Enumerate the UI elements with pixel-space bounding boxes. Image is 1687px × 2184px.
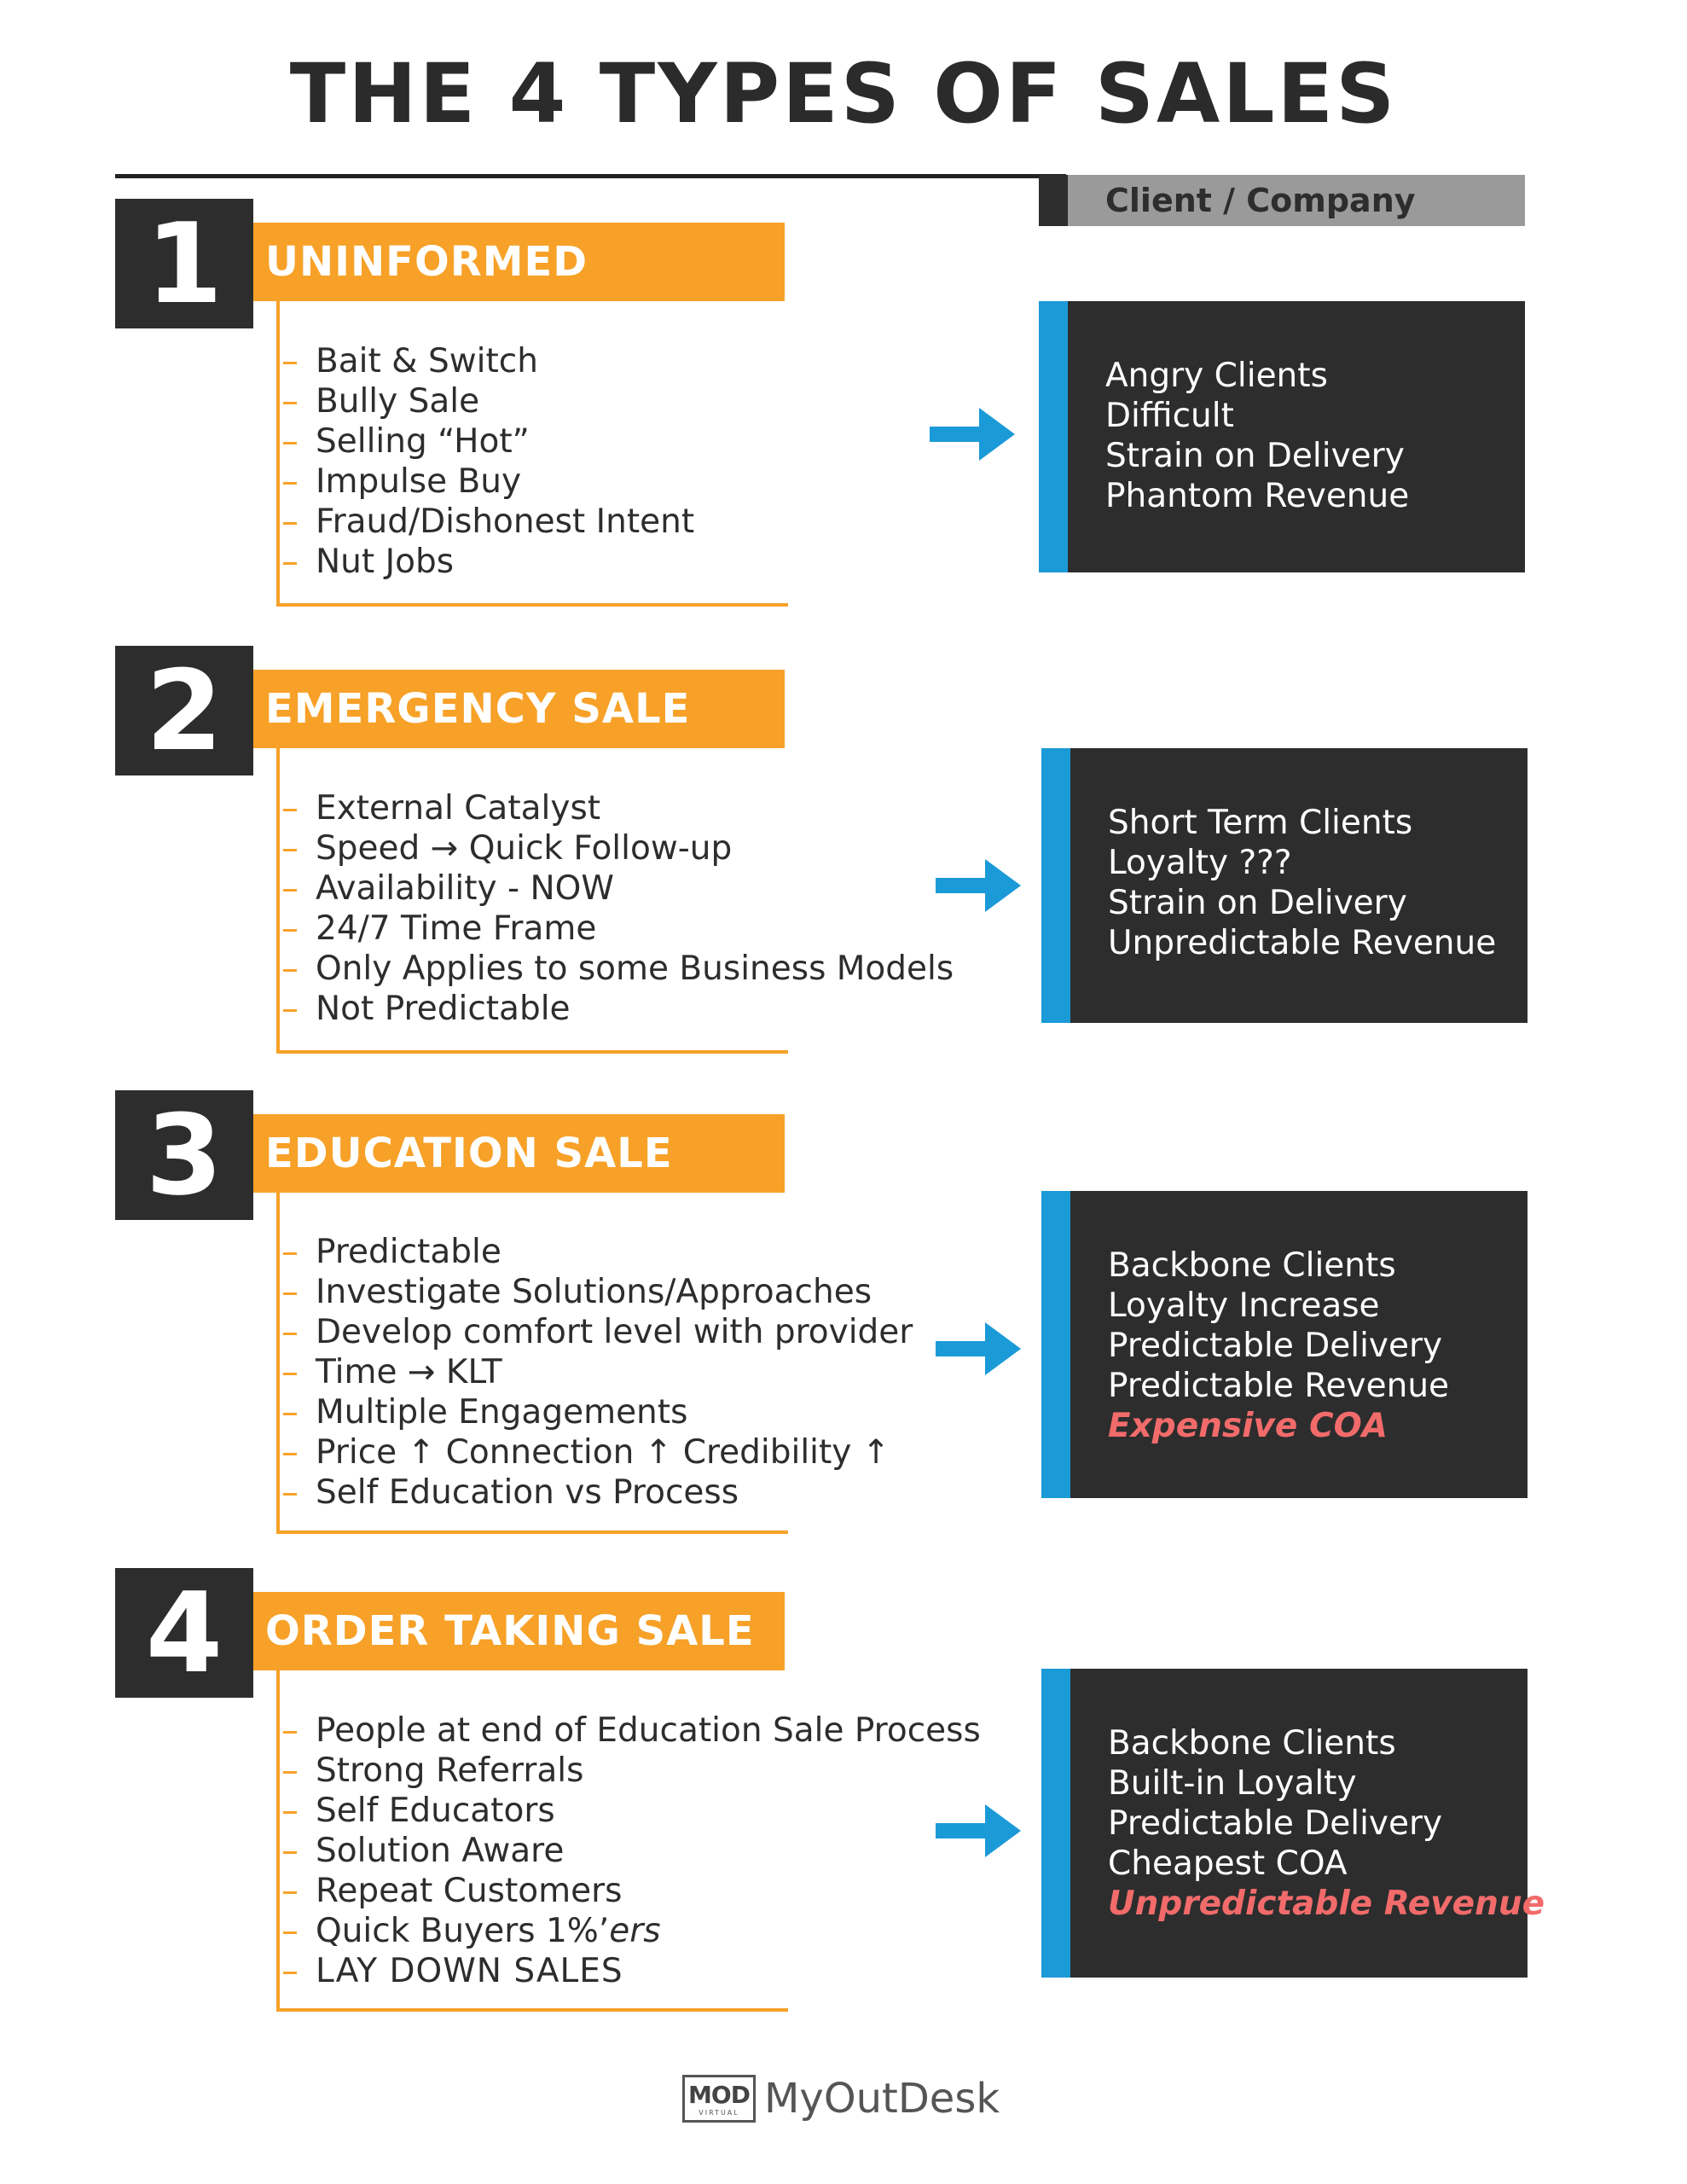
quick-buyers-suffix: ers <box>609 1912 661 1950</box>
section-label-band <box>253 223 785 301</box>
logo-name: MyOutDesk <box>764 2075 1000 2123</box>
outcome-list <box>1105 356 1409 516</box>
list-item: Strong Referrals <box>280 1751 981 1791</box>
list-item: Repeat Customers <box>280 1871 981 1911</box>
outcome-box <box>1039 301 1525 572</box>
arrow-right-icon <box>936 859 1021 912</box>
list-item: Impulse Buy <box>280 462 694 502</box>
list-item: Multiple Engagements <box>280 1392 913 1432</box>
outcome-warning: Unpredictable Revenue <box>1108 1885 1545 1923</box>
section-number: 2 <box>115 646 253 775</box>
list-item: Selling “Hot” <box>280 421 694 462</box>
list-item: External Catalyst <box>280 788 954 828</box>
list-item: Solution Aware <box>280 1831 981 1871</box>
outcome-item: Strain on Delivery <box>1108 884 1407 922</box>
title-divider <box>115 174 1066 178</box>
outcome-item: Difficult <box>1105 397 1234 435</box>
list-item: Bully Sale <box>280 381 694 421</box>
section-number: 3 <box>115 1090 253 1220</box>
outcome-box <box>1041 1669 1545 1978</box>
list-item: Self Education vs Process <box>280 1472 913 1513</box>
list-item: Time → KLT <box>280 1352 913 1392</box>
outcome-stripe <box>1041 1191 1070 1498</box>
outcome-item: Built-in Loyalty <box>1108 1764 1357 1803</box>
outcome-warning: Expensive COA <box>1108 1407 1388 1445</box>
list-item: LAY DOWN SALES <box>280 1951 981 1991</box>
arrow-right-icon <box>936 1804 1021 1857</box>
section-label: EDUCATION SALE <box>265 1130 673 1177</box>
client-company-label: Client / Company <box>1105 182 1416 219</box>
outcome-item: Predictable Delivery <box>1108 1327 1443 1365</box>
list-item: Predictable <box>280 1232 913 1272</box>
sales-traits-list <box>280 341 694 582</box>
section-label-band <box>253 670 785 748</box>
list-item: Develop comfort level with provider <box>280 1312 913 1352</box>
list-item: Nut Jobs <box>280 542 694 582</box>
sales-traits-list <box>280 1711 981 1991</box>
outcome-item: Phantom Revenue <box>1105 477 1410 515</box>
section-number: 1 <box>115 199 253 328</box>
outcome-box <box>1041 1191 1528 1498</box>
section-label: ORDER TAKING SALE <box>265 1607 755 1655</box>
list-item: People at end of Education Sale Process <box>280 1711 981 1751</box>
outcome-item: Loyalty Increase <box>1108 1287 1380 1325</box>
outcome-item: Short Term Clients <box>1108 804 1413 842</box>
list-item: 24/7 Time Frame <box>280 909 954 949</box>
outcome-stripe <box>1041 1669 1070 1978</box>
outcome-item: Angry Clients <box>1105 357 1328 395</box>
list-item: Self Educators <box>280 1791 981 1831</box>
outcome-stripe <box>1041 748 1070 1023</box>
list-item: Availability - NOW <box>280 868 954 909</box>
page-title: THE 4 TYPES OF SALES <box>289 46 1398 142</box>
outcome-item: Predictable Revenue <box>1108 1367 1450 1405</box>
logo-mark-subtext: VIRTUAL <box>699 2109 739 2117</box>
list-item: Fraud/Dishonest Intent <box>280 502 694 542</box>
logo-mark-text: MOD <box>688 2081 750 2109</box>
outcome-item: Backbone Clients <box>1108 1724 1396 1763</box>
outcome-item: Loyalty ??? <box>1108 844 1292 882</box>
list-item: Not Predictable <box>280 989 954 1029</box>
list-item: Only Applies to some Business Models <box>280 949 954 989</box>
sales-traits-list <box>280 1232 913 1513</box>
outcome-item: Predictable Delivery <box>1108 1804 1443 1843</box>
sales-traits-list <box>280 788 954 1029</box>
section-label: UNINFORMED <box>265 238 588 286</box>
section-label-band <box>253 1114 785 1193</box>
list-item: Investigate Solutions/Approaches <box>280 1272 913 1312</box>
section-number: 4 <box>115 1568 253 1698</box>
list-item: Speed → Quick Follow-up <box>280 828 954 868</box>
client-company-header <box>1039 175 1525 226</box>
outcome-list <box>1108 803 1496 963</box>
outcome-list <box>1108 1246 1449 1446</box>
arrow-right-icon <box>930 408 1015 461</box>
section-label: EMERGENCY SALE <box>265 685 691 733</box>
list-item: Price ↑ Connection ↑ Credibility ↑ <box>280 1432 913 1472</box>
section-label-band <box>253 1592 785 1670</box>
outcome-box <box>1041 748 1528 1023</box>
list-item <box>280 1911 981 1951</box>
header-accent <box>1039 175 1068 226</box>
quick-buyers-text: Quick Buyers 1%’ <box>316 1912 610 1950</box>
outcome-item: Strain on Delivery <box>1105 437 1405 475</box>
list-item: Bait & Switch <box>280 341 694 381</box>
outcome-item: Backbone Clients <box>1108 1246 1396 1285</box>
outcome-list <box>1108 1723 1545 1924</box>
mod-logo-mark <box>682 2075 756 2123</box>
outcome-item: Cheapest COA <box>1108 1844 1348 1883</box>
arrow-right-icon <box>936 1322 1021 1375</box>
outcome-item: Unpredictable Revenue <box>1108 924 1497 962</box>
outcome-stripe <box>1039 301 1068 572</box>
